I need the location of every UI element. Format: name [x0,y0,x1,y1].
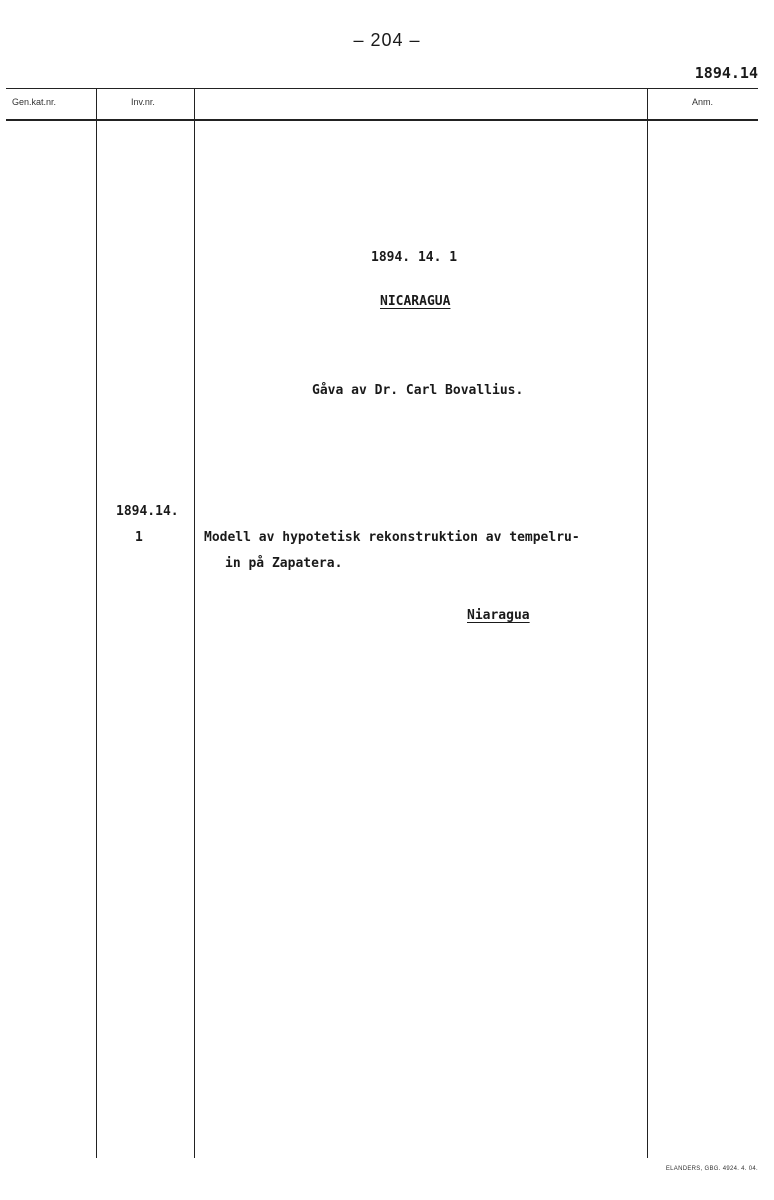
header-bottom-rule [6,119,758,121]
item-description-line-2: in på Zapatera. [225,556,343,571]
entry-heading-number: 1894. 14. 1 [371,250,458,265]
item-inventory-number: 1894.14. [116,504,179,519]
header-top-rule [6,88,758,89]
page-number: – 204 – [353,30,421,50]
column-divider-3 [647,88,648,1158]
printer-imprint: ELANDERS, GBG. 4924. 4. 04. [665,1166,758,1172]
column-divider-1 [96,88,97,1158]
column-header-gen-kat-nr: Gen.kat.nr. [12,97,57,107]
column-header-anm: Anm. [692,97,714,107]
entry-donor-line: Gåva av Dr. Carl Bovallius. [312,383,524,398]
item-inventory-subnumber: 1 [135,530,143,545]
entry-country-heading: NICARAGUA [380,294,451,309]
catalog-reference: 1894.14 [694,64,758,82]
column-header-inv-nr: Inv.nr. [131,97,155,107]
item-description-line-1: Modell av hypotetisk rekonstruktion av tempelru- [204,530,580,545]
item-region: Niaragua [467,608,530,623]
column-divider-2 [194,88,195,1158]
